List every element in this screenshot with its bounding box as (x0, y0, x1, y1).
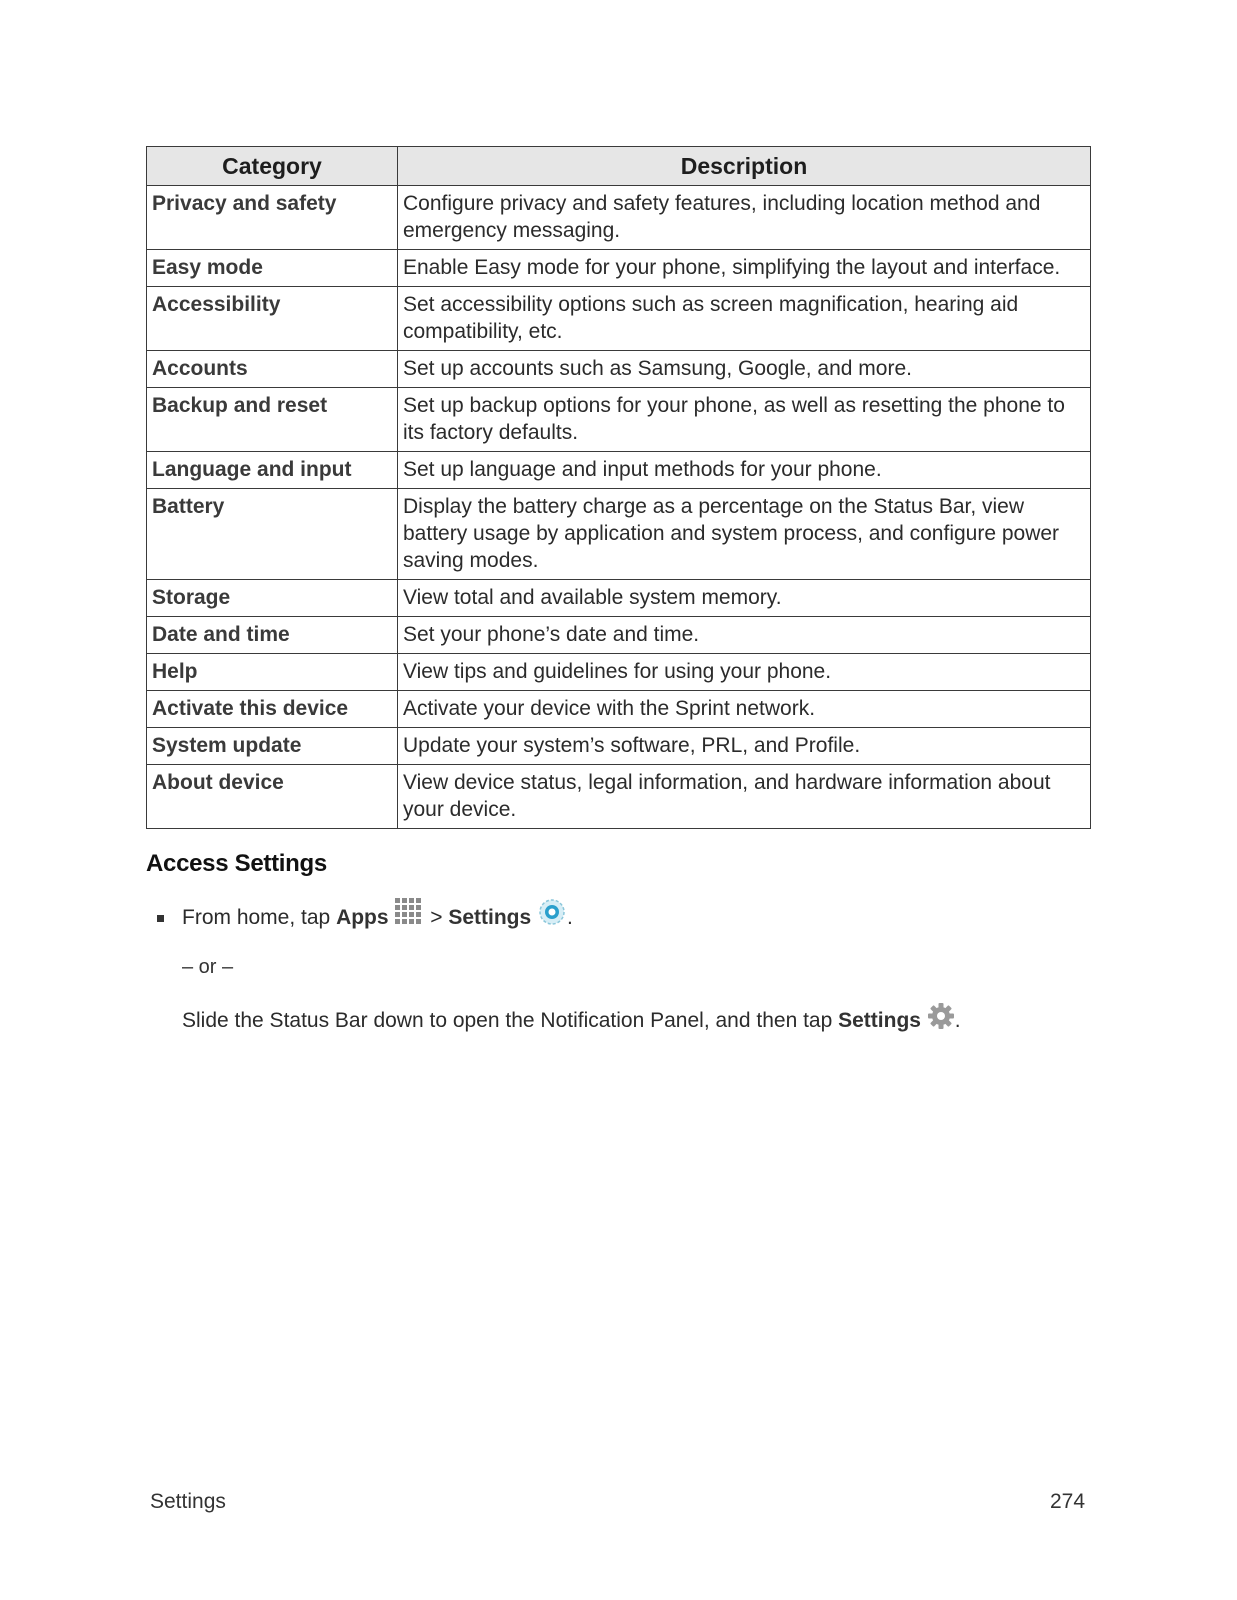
table-row (147, 388, 1091, 452)
category-cell: Privacy and safety (147, 186, 398, 250)
page-number: 274 (1050, 1490, 1086, 1513)
step-text: From home, tap (182, 906, 337, 929)
category-cell: Backup and reset (147, 388, 398, 452)
description-cell: Set up backup options for your phone, as well as resetting the phone to its factory defaults. (398, 388, 1091, 452)
table-row (147, 186, 1091, 250)
category-cell: Help (147, 654, 398, 691)
step-text: Slide the Status Bar down to open the Notification Panel, and then tap (182, 1009, 839, 1032)
category-cell: Accounts (147, 351, 398, 388)
table-row (147, 489, 1091, 580)
table-row (147, 654, 1091, 691)
step-from-home (182, 897, 573, 933)
category-cell: Date and time (147, 617, 398, 654)
settings-label: Settings (838, 1009, 921, 1032)
bullet-icon (157, 915, 164, 922)
description-cell: Activate your device with the Sprint network. (398, 691, 1091, 728)
table-row (147, 691, 1091, 728)
category-cell: Accessibility (147, 287, 398, 351)
description-cell: View tips and guidelines for using your phone. (398, 654, 1091, 691)
period-text: . (567, 906, 573, 929)
description-cell: View total and available system memory. (398, 580, 1091, 617)
table-header-row (147, 147, 1091, 186)
table-row (147, 728, 1091, 765)
column-header-category: Category (147, 147, 398, 186)
column-header-description: Description (398, 147, 1091, 186)
category-cell: Storage (147, 580, 398, 617)
table-row (147, 580, 1091, 617)
description-cell: Display the battery charge as a percentage on the Status Bar, view battery usage by application and system process, and configure power saving modes. (398, 489, 1091, 580)
apps-label: Apps (336, 906, 389, 929)
table-row (147, 765, 1091, 829)
step-notification-panel (182, 1002, 961, 1036)
description-cell: Set up accounts such as Samsung, Google, and more. (398, 351, 1091, 388)
quick-settings-gear-icon (927, 1002, 955, 1036)
category-cell: Activate this device (147, 691, 398, 728)
settings-gear-icon (537, 897, 567, 933)
section-heading: Access Settings (146, 850, 327, 877)
settings-label: Settings (448, 906, 532, 929)
period-text: . (954, 1009, 961, 1032)
description-cell: Update your system’s software, PRL, and Profile. (398, 728, 1091, 765)
footer-section-name: Settings (150, 1490, 226, 1513)
description-cell: Set your phone’s date and time. (398, 617, 1091, 654)
table-row (147, 617, 1091, 654)
apps-grid-icon (394, 897, 424, 933)
category-cell: Easy mode (147, 250, 398, 287)
description-cell: Set up language and input methods for your phone. (398, 452, 1091, 489)
table-row (147, 452, 1091, 489)
table-row (147, 287, 1091, 351)
category-cell: Battery (147, 489, 398, 580)
table-row (147, 250, 1091, 287)
table-row (147, 351, 1091, 388)
category-cell: System update (147, 728, 398, 765)
description-cell: Set accessibility options such as screen magnification, hearing aid compatibility, etc. (398, 287, 1091, 351)
category-cell: Language and input (147, 452, 398, 489)
or-separator: – or – (182, 956, 234, 978)
description-cell: View device status, legal information, and hardware information about your device. (398, 765, 1091, 829)
category-cell: About device (147, 765, 398, 829)
separator-text: > (424, 906, 449, 929)
description-cell: Enable Easy mode for your phone, simplifying the layout and interface. (398, 250, 1091, 287)
description-cell: Configure privacy and safety features, including location method and emergency messaging. (398, 186, 1091, 250)
settings-category-table (146, 146, 1091, 829)
